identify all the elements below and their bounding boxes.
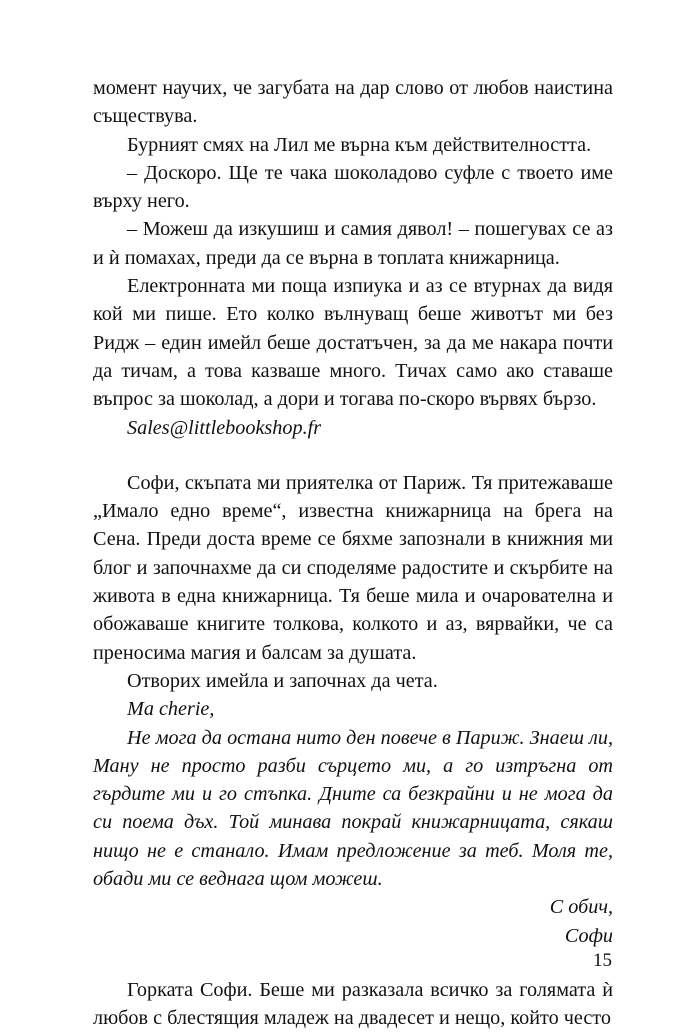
section-gap	[93, 442, 613, 469]
dialogue-1: – Доскоро. Ще те чака шоколадово суфле с твоето име върху него.	[93, 161, 613, 213]
letter-greeting: Ma cherie,	[127, 698, 215, 721]
email-sender: Sales@littlebookshop.fr	[127, 416, 322, 439]
paragraph-poor-sofi: Горката Софи. Беше ми разказала всичко за голямата ѝ любов с блестящия младеж на двадесет и нещо, който често	[93, 978, 613, 1030]
page-number: 15	[593, 950, 612, 971]
paragraph-sofi: Софи, скъпата ми приятелка от Париж. Тя притежаваше „Имало едно време“, известна книжарница на брега на Сена. Преди доста време се бяхме запознали в книжния ми блог и започнахме да си споделяме радостите и скърбите на живота в една книжарница. Тя беше мила и очарователна и обожаваше книгите толкова, колкото и аз, вярвайки, че са преносима магия и балсам за душата.	[93, 471, 613, 664]
paragraph-1: момент научих, че загубата на дар слово от любов наистина съществува.	[93, 77, 613, 128]
paragraph-open-email: Отворих имейла и започнах да чета.	[127, 669, 438, 692]
paragraph-email-arrives: Електронната ми поща изпиука и аз се втурнах да видя кой ми пише. Ето колко вълнуващ беше животът ми без Ридж – един имейл беше достатъчен, за да ме накара почти да тичам, а това казваше много. Тичах само ако ставаше въпрос за шоколад, а дори и тогава по-скоро вървях бързо.	[93, 275, 613, 411]
letter-body: Не мога да остана нито ден повече в Париж. Знаеш ли, Ману не просто разби сърцето ми, а го изтръгна от гърдите ми и го стъпка. Дните са безкрайни и не мога да си поема дъх. Той минава покрай книжарницата, сякаш нищо не е станало. Имам предложение за теб. Моля те, обади ми се веднага щом можеш.	[93, 726, 613, 891]
letter-signature: Софи	[564, 924, 613, 947]
paragraph-2: Бурният смях на Лил ме върна към действителността.	[127, 133, 592, 156]
book-page-text	[93, 74, 613, 1033]
dialogue-2: – Можеш да изкушиш и самия дявол! – пошегувах се аз и ѝ помахах, преди да се върна в топлата книжарница.	[93, 218, 613, 269]
letter-signoff: С обич,	[549, 896, 613, 919]
